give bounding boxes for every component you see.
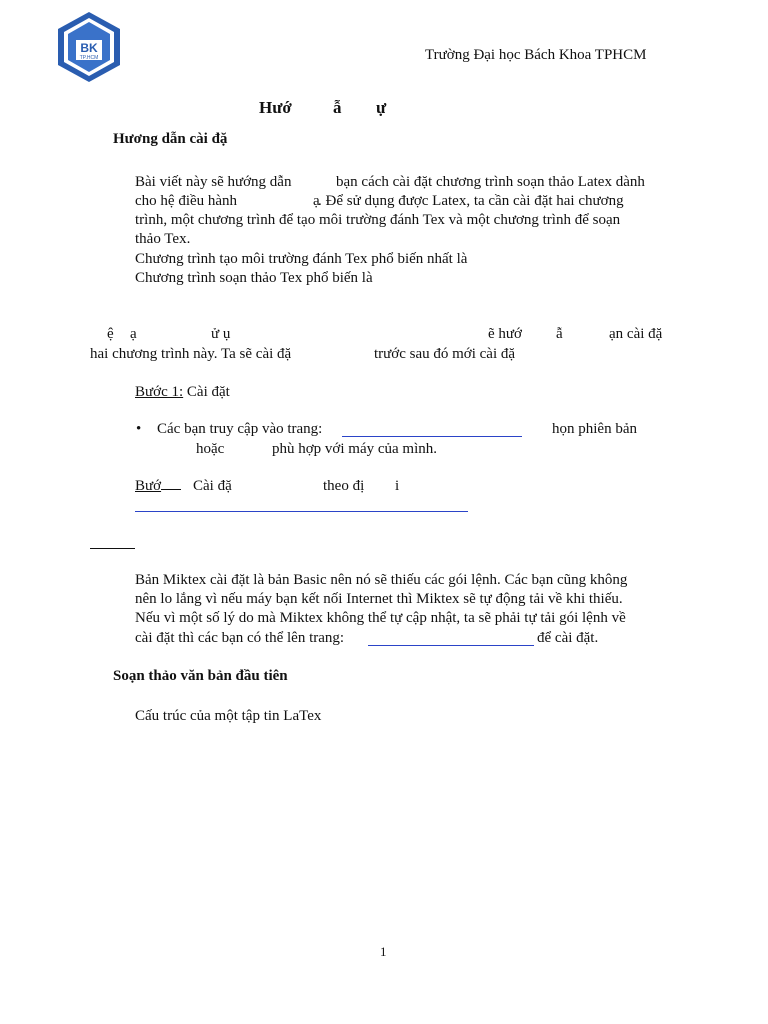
intro-line-2a: cho hệ điều hành	[135, 193, 238, 209]
step2-link[interactable]	[135, 511, 468, 512]
doc-title-part-2: ẫ	[333, 98, 342, 117]
svg-text:TP.HCM: TP.HCM	[79, 55, 99, 61]
step1-download-link[interactable]	[342, 420, 522, 437]
intro-line-2b: ạ	[313, 193, 320, 209]
intro-line-1a: Bài viết này sẽ hướng dẫn	[135, 174, 292, 190]
section-heading-install: Hương dẫn cài đặ	[113, 131, 228, 147]
intro-line-1b: bạn cách cài đặt chương trình soạn thảo Latex dành	[336, 174, 645, 190]
para3-line-3: Nếu vì một số lý do mà Miktex không thể tự cập nhật, ta sẽ phải tự tải gói lệnh về	[135, 610, 626, 626]
para2-frag-4: ẽ hướ	[488, 326, 522, 342]
step2-text-2: theo đị	[323, 478, 365, 494]
intro-line-4: thảo Tex.	[135, 231, 191, 247]
header-school-name: Trường Đại học Bách Khoa TPHCM	[425, 47, 647, 63]
para3-line-4b: để cài đặt.	[537, 630, 599, 646]
bullet-marker: •	[136, 421, 142, 437]
section-heading-first-document: Soạn thảo văn bản đầu tiên	[113, 668, 288, 684]
para2-line-2b: trước sau đó mới cài đặ	[374, 346, 516, 362]
step1-label: Bước 1: Cài đặt	[135, 384, 230, 400]
intro-line-2c: . Để sử dụng được Latex, ta cần cài đặt hai chương	[318, 193, 624, 209]
para3-line-1: Bản Miktex cài đặt là bản Basic nên nó sẽ thiếu các gói lệnh. Các bạn cũng không	[135, 572, 628, 588]
school-logo-icon	[54, 10, 124, 84]
step1-bullet-text-b: họn phiên bản	[552, 421, 637, 437]
para2-frag-3: ử ụ	[211, 326, 231, 342]
intro-line-3: trình, một chương trình để tạo môi trường đánh Tex và một chương trình để soạn	[135, 212, 621, 228]
doc-title-part-3: ự	[376, 98, 387, 117]
intro-line-6: Chương trình soạn thảo Tex phổ biến là	[135, 270, 373, 286]
page-number: 1	[380, 944, 387, 959]
para2-frag-1: ệ	[107, 326, 114, 342]
step2-text: Cài đặ	[193, 478, 232, 494]
school-logo	[54, 10, 124, 84]
para2-frag-2: ạ	[130, 326, 137, 342]
step2-text-3: i	[395, 478, 400, 494]
step1-bullet-text-a: Các bạn truy cập vào trang:	[157, 421, 323, 437]
doc-title-part-1: Hướ	[259, 98, 292, 117]
section2-body: Cấu trúc của một tập tin LaTex	[135, 708, 322, 724]
step1-bullet-text-d: phù hợp với máy của mình.	[272, 441, 438, 457]
step2-label: Bướ	[135, 477, 181, 496]
para2-frag-5: ẫ	[556, 326, 563, 342]
para3-line-4a: cài đặt thì các bạn có thể lên trang:	[135, 630, 345, 646]
para3-package-link[interactable]	[368, 629, 534, 646]
logo-main-text: BK	[80, 41, 98, 55]
para3-line-2: nên lo lắng vì nếu máy bạn kết nối Internet thì Miktex sẽ tự động tải về khi thiếu.	[135, 591, 623, 607]
para2-line-2a: hai chương trình này. Ta sẽ cài đặ	[90, 346, 292, 362]
step1-bullet-text-c: hoặc	[196, 441, 225, 457]
intro-line-5: Chương trình tạo môi trường đánh Tex phổ biến nhất là	[135, 251, 468, 267]
separator-rule	[90, 548, 135, 549]
para2-frag-6: ạn cài đặ	[609, 326, 663, 342]
